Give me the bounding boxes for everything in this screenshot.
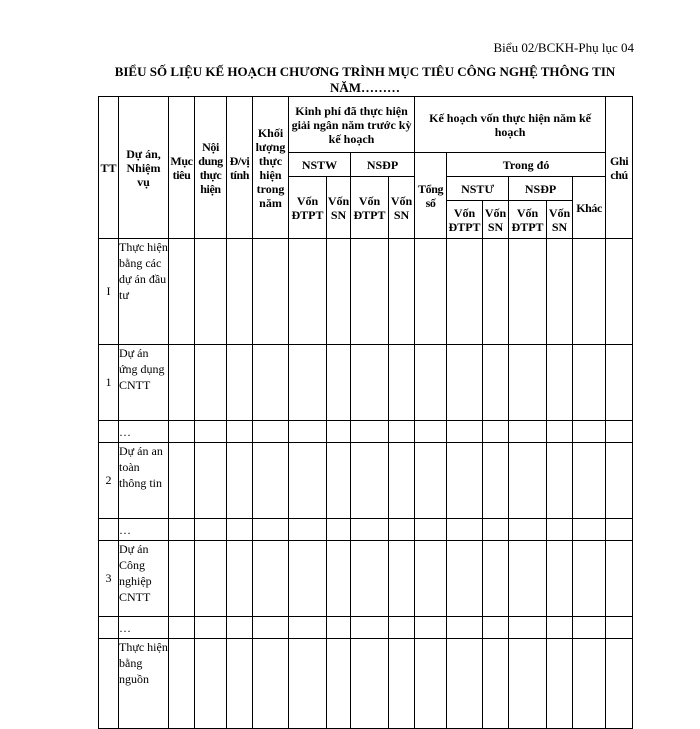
table-row [99,617,633,639]
row-name: … [119,519,169,541]
table-row [99,239,633,345]
row-number [99,639,119,729]
header-volume: Khối lượng thực hiện trong năm [253,97,289,239]
header-von-sn: Vốn SN [547,201,573,239]
header-of-which: Trong đó [447,153,606,177]
row-name: Thực hiện bằng các dự án đầu tư [119,239,169,345]
header-von-sn: Vốn SN [327,177,351,239]
header-von-dtpt: Vốn ĐTPT [447,201,483,239]
row-number: 1 [99,345,119,421]
row-number [99,421,119,443]
header-content: Nội dung thực hiện [195,97,227,239]
row-number: 2 [99,443,119,519]
header-plan: Kế hoạch vốn thực hiện năm kế hoạch [415,97,606,153]
table-row [99,541,633,617]
header-nsdp-plan: NSĐP [509,177,573,201]
header-project: Dự án, Nhiệm vụ [119,97,169,239]
header-von-sn: Vốn SN [389,177,415,239]
table-row [99,519,633,541]
header-von-dtpt: Vốn ĐTPT [351,177,389,239]
row-number: 3 [99,541,119,617]
document-title: BIỂU SỐ LIỆU KẾ HOẠCH CHƯƠNG TRÌNH MỤC TIÊU CÔNG NGHỆ THÔNG TIN NĂM……… [114,64,616,95]
header-tt: TT [99,97,119,239]
header-other: Khác [573,177,606,239]
row-number [99,519,119,541]
header-von-sn: Vốn SN [483,201,509,239]
header-von-dtpt: Vốn ĐTPT [509,201,547,239]
header-note: Ghi chú [606,97,633,239]
header-total: Tổng số [415,153,447,239]
header-objective: Mục tiêu [169,97,195,239]
header-nstw: NSTW [289,153,351,177]
header-unit: Đ/vị tính [227,97,253,239]
row-name: Thực hiện bằng nguồn [119,639,169,729]
header-von-dtpt: Vốn ĐTPT [289,177,327,239]
row-number [99,617,119,639]
form-reference: Biểu 02/BCKH-Phụ lục 04 [493,40,634,55]
row-number: I [99,239,119,345]
header-nstu: NSTƯ [447,177,509,201]
table-row [99,421,633,443]
row-name: Dự án an toàn thông tin [119,443,169,519]
row-name: … [119,421,169,443]
row-name: Dự án Công nghiệp CNTT [119,541,169,617]
table-row [99,345,633,421]
row-name: Dự án ứng dụng CNTT [119,345,169,421]
header-funding-prev: Kinh phí đã thực hiện giải ngân năm trước kỳ kế hoạch [289,97,415,153]
table-row [99,443,633,519]
header-nsdp-prev: NSĐP [351,153,415,177]
row-name: … [119,617,169,639]
plan-data-table [98,96,633,729]
table-row [99,639,633,729]
